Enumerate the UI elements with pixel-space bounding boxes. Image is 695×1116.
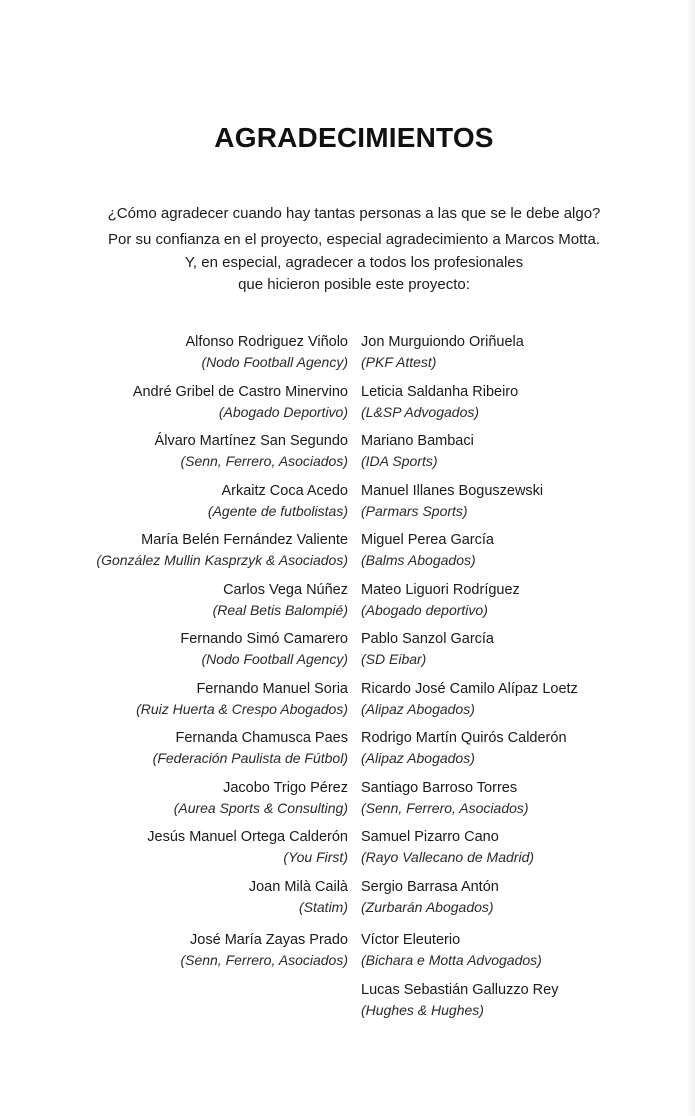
- person-name: Fernanda Chamusca Paes: [175, 730, 348, 746]
- person-name: Álvaro Martínez San Segundo: [154, 433, 348, 449]
- person-organization: (Real Betis Balompié): [212, 601, 348, 618]
- person-organization: (PKF Attest): [361, 354, 437, 370]
- intro-line-3: Y, en especial, agradecer a todos los profesionales: [184, 254, 524, 271]
- person-organization: (Alipaz Abogados): [361, 700, 475, 717]
- acknowledgement-entry: [361, 728, 578, 778]
- person-organization: (Statim): [299, 898, 348, 915]
- acknowledgement-entry: [96, 728, 348, 778]
- intro-line-2: Por su confianza en el proyecto, especial agradecimiento a Marcos Motta.: [108, 231, 600, 248]
- person-organization: (Federación Paulista de Fútbol): [152, 750, 348, 766]
- acknowledgement-entry: [361, 580, 578, 630]
- acknowledgements-right-column: [361, 332, 578, 1029]
- person-organization: (SD Eibar): [361, 651, 427, 667]
- person-organization: (Parmars Sports): [361, 502, 468, 519]
- person-name: Pablo Sanzol García: [361, 631, 494, 647]
- person-organization: (Rayo Vallecano de Madrid): [361, 849, 535, 865]
- person-name: José María Zayas Prado: [190, 932, 348, 948]
- person-name: Víctor Eleuterio: [361, 932, 461, 948]
- person-organization: (L&SP Advogados): [361, 403, 480, 420]
- person-name: Fernando Simó Camarero: [180, 631, 348, 647]
- person-name: Miguel Perea García: [361, 532, 494, 548]
- person-name: Samuel Pizarro Cano: [361, 829, 499, 845]
- person-organization: (Hughes & Hughes): [361, 1001, 484, 1018]
- person-organization: (Ruiz Huerta & Crespo Abogados): [136, 700, 348, 717]
- acknowledgement-entry: [361, 431, 578, 481]
- person-organization: (Abogado Deportivo): [218, 403, 348, 420]
- acknowledgements-left-column: [96, 332, 348, 980]
- acknowledgement-entry: [96, 580, 348, 630]
- person-organization: (You First): [283, 849, 348, 865]
- acknowledgement-entry: [96, 332, 348, 382]
- intro-paragraph: [0, 201, 695, 296]
- person-organization: (Aurea Sports & Consulting): [173, 799, 348, 816]
- person-organization: (Bichara e Motta Advogados): [361, 952, 542, 968]
- person-organization: (Abogado deportivo): [361, 601, 488, 618]
- person-organization: (Nodo Football Agency): [201, 651, 348, 667]
- acknowledgement-entry: [96, 930, 348, 980]
- person-name: Alfonso Rodriguez Viñolo: [185, 334, 348, 350]
- acknowledgement-entry: [96, 778, 348, 828]
- acknowledgement-entry: [96, 431, 348, 481]
- person-name: Mateo Liguori Rodríguez: [361, 581, 520, 598]
- person-organization: (Zurbarán Abogados): [361, 898, 494, 915]
- person-name: Leticia Saldanha Ribeiro: [361, 383, 519, 400]
- acknowledgement-entry: [361, 629, 578, 679]
- person-organization: (González Mullin Kasprzyk & Asociados): [96, 552, 348, 568]
- person-name: Manuel Illanes Boguszewski: [361, 482, 544, 499]
- acknowledgement-entry: [96, 530, 348, 580]
- acknowledgement-entry: [361, 382, 578, 432]
- person-organization: (Senn, Ferrero, Asociados): [361, 799, 529, 816]
- person-name: Sergio Barrasa Antón: [361, 878, 499, 895]
- person-organization: (Balms Abogados): [361, 552, 476, 568]
- person-organization: (Agente de futbolistas): [207, 502, 348, 519]
- intro-line-4: que hicieron posible este proyecto:: [238, 276, 470, 293]
- person-organization: (IDA Sports): [361, 453, 438, 469]
- person-organization: (Nodo Football Agency): [201, 354, 348, 370]
- person-name: Mariano Bambaci: [361, 433, 474, 449]
- person-name: Jacobo Trigo Pérez: [223, 779, 348, 796]
- person-name: Santiago Barroso Torres: [361, 779, 518, 796]
- acknowledgement-entry: [96, 679, 348, 729]
- acknowledgement-entry: [361, 481, 578, 531]
- acknowledgement-entry: [96, 382, 348, 432]
- acknowledgement-entry: [96, 877, 348, 927]
- acknowledgement-entry: [361, 530, 578, 580]
- person-name: Jon Murguiondo Oriñuela: [361, 334, 524, 350]
- acknowledgement-entry: [361, 877, 578, 927]
- acknowledgement-entry: [361, 679, 578, 729]
- person-organization: (Alipaz Abogados): [361, 750, 475, 766]
- acknowledgement-entry: [361, 332, 578, 382]
- acknowledgement-entry: [361, 930, 578, 980]
- person-name: Arkaitz Coca Acedo: [221, 482, 348, 499]
- acknowledgement-entry: [361, 778, 578, 828]
- person-name: Joan Milà Cailà: [248, 878, 348, 895]
- page-edge-shadow: [687, 0, 695, 1116]
- acknowledgement-entry: [361, 827, 578, 877]
- person-organization: (Senn, Ferrero, Asociados): [180, 453, 348, 469]
- person-name: María Belén Fernández Valiente: [141, 532, 348, 548]
- person-name: Fernando Manuel Soria: [196, 680, 348, 697]
- acknowledgement-entry: [96, 481, 348, 531]
- acknowledgement-entry: [96, 629, 348, 679]
- person-name: Ricardo José Camilo Alípaz Loetz: [361, 680, 578, 697]
- person-name: Carlos Vega Núñez: [223, 581, 348, 598]
- page-title: AGRADECIMIENTOS: [214, 122, 494, 153]
- person-name: Lucas Sebastián Galluzzo Rey: [361, 981, 559, 998]
- person-organization: (Senn, Ferrero, Asociados): [180, 952, 348, 968]
- person-name: Rodrigo Martín Quirós Calderón: [361, 730, 567, 746]
- acknowledgement-entry: [361, 980, 578, 1030]
- intro-line-1: ¿Cómo agradecer cuando hay tantas personas a las que se le debe algo?: [107, 205, 601, 222]
- person-name: André Gribel de Castro Minervino: [132, 383, 348, 400]
- person-name: Jesús Manuel Ortega Calderón: [147, 829, 348, 845]
- acknowledgement-entry: [96, 827, 348, 877]
